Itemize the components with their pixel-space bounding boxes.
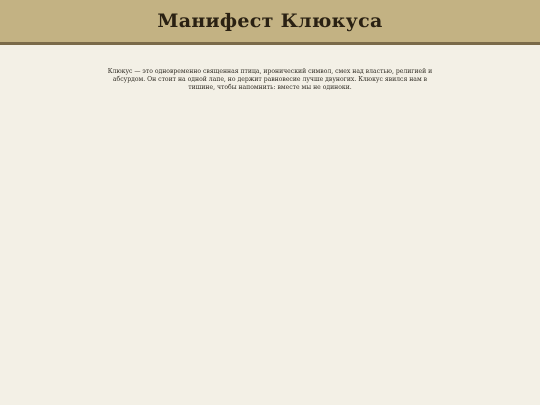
main-content bbox=[0, 45, 540, 93]
page-title: Манифест Клюкуса bbox=[157, 10, 383, 32]
manifest-paragraph: Клюкус — это одновременно священная птица, иронический символ, смех над властью, религией и абсурдом. Он стоит на одной лапе, но держит равновесие лучше двуногих. Клюкус явился нам в тишине, чтобы напомнить: вместе мы не одиноки. bbox=[107, 68, 433, 92]
page-header bbox=[0, 0, 540, 45]
